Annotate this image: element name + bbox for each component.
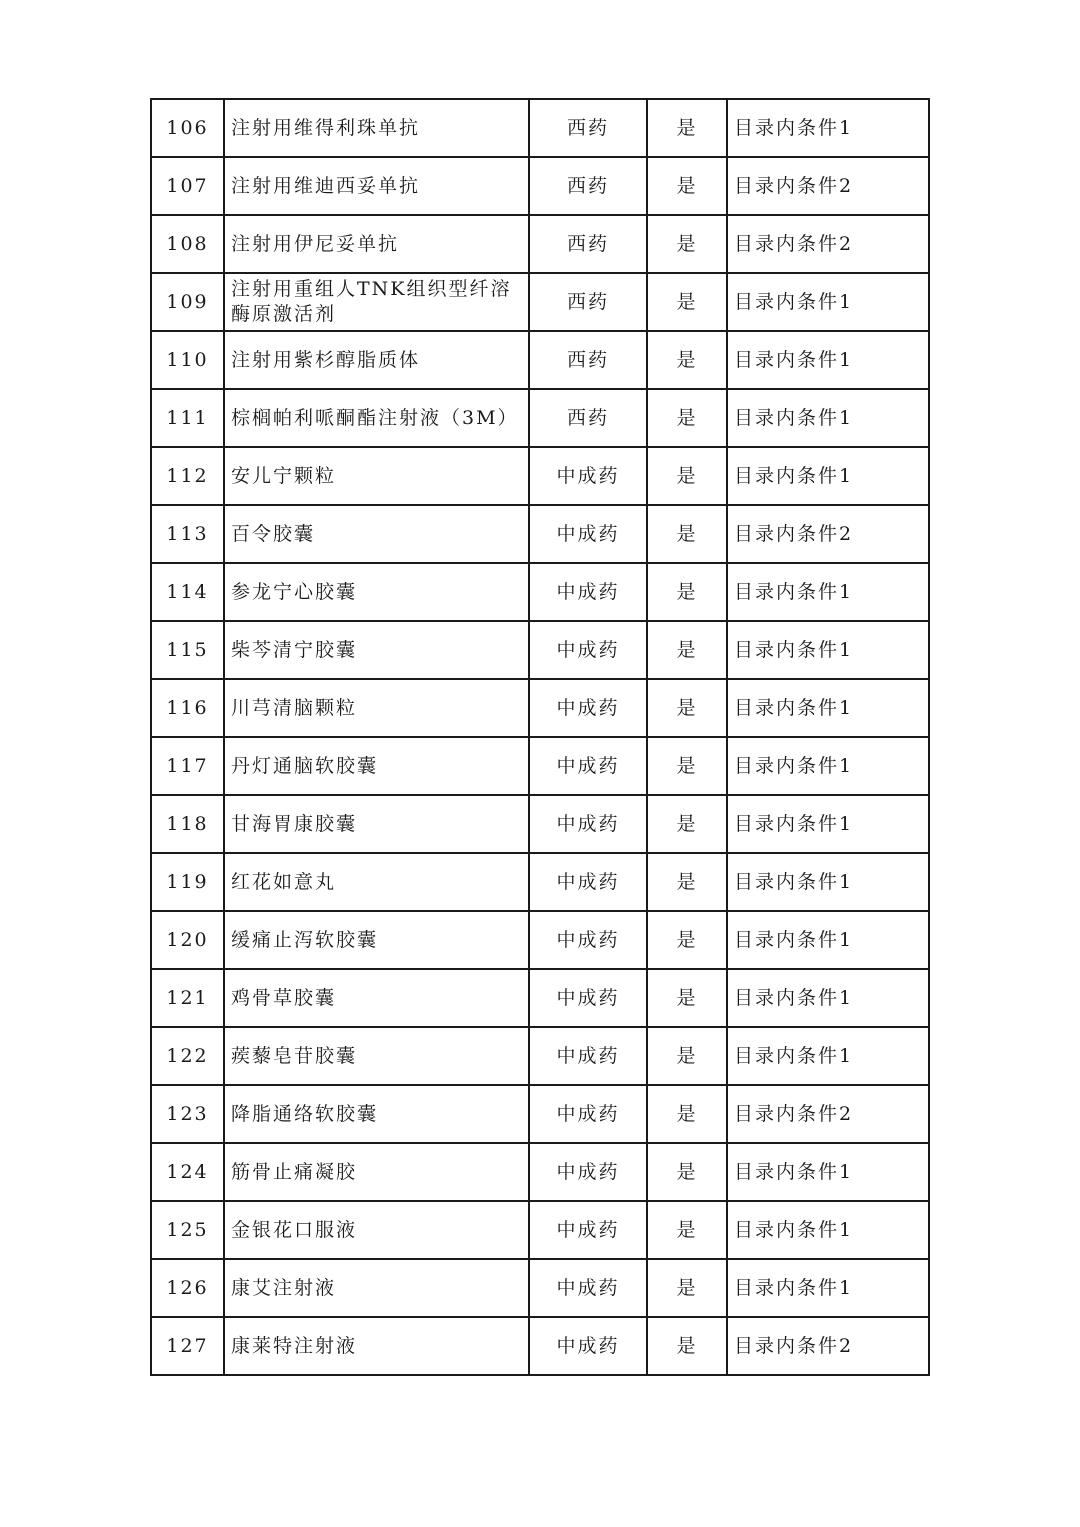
condition-label: 目录内条件1 — [727, 1143, 929, 1201]
drug-category: 西药 — [529, 331, 647, 389]
table-row — [151, 447, 929, 505]
table-row — [151, 1259, 929, 1317]
condition-label: 目录内条件1 — [727, 621, 929, 679]
drug-category: 中成药 — [529, 853, 647, 911]
condition-label: 目录内条件2 — [727, 505, 929, 563]
included-flag: 是 — [647, 1317, 727, 1375]
table-row — [151, 215, 929, 273]
included-flag: 是 — [647, 273, 727, 331]
table-row — [151, 505, 929, 563]
drug-name: 缓痛止泻软胶囊 — [224, 911, 529, 969]
condition-label: 目录内条件1 — [727, 1201, 929, 1259]
drug-category: 中成药 — [529, 737, 647, 795]
drug-list-table — [150, 98, 930, 1376]
table-row — [151, 969, 929, 1027]
condition-label: 目录内条件2 — [727, 1317, 929, 1375]
table-row — [151, 911, 929, 969]
drug-category: 中成药 — [529, 621, 647, 679]
included-flag: 是 — [647, 853, 727, 911]
row-number: 115 — [151, 621, 224, 679]
table-body — [151, 99, 929, 1375]
drug-category: 西药 — [529, 273, 647, 331]
drug-name: 参龙宁心胶囊 — [224, 563, 529, 621]
drug-name: 注射用重组人TNK组织型纤溶酶原激活剂 — [224, 273, 529, 331]
included-flag: 是 — [647, 737, 727, 795]
row-number: 108 — [151, 215, 224, 273]
row-number: 107 — [151, 157, 224, 215]
drug-category: 中成药 — [529, 679, 647, 737]
included-flag: 是 — [647, 679, 727, 737]
included-flag: 是 — [647, 157, 727, 215]
condition-label: 目录内条件1 — [727, 679, 929, 737]
drug-category: 中成药 — [529, 505, 647, 563]
row-number: 125 — [151, 1201, 224, 1259]
included-flag: 是 — [647, 1259, 727, 1317]
row-number: 124 — [151, 1143, 224, 1201]
drug-name: 川芎清脑颗粒 — [224, 679, 529, 737]
row-number: 122 — [151, 1027, 224, 1085]
table-row — [151, 1201, 929, 1259]
drug-category: 西药 — [529, 99, 647, 157]
row-number: 112 — [151, 447, 224, 505]
condition-label: 目录内条件1 — [727, 737, 929, 795]
row-number: 123 — [151, 1085, 224, 1143]
included-flag: 是 — [647, 215, 727, 273]
drug-name: 安儿宁颗粒 — [224, 447, 529, 505]
included-flag: 是 — [647, 331, 727, 389]
included-flag: 是 — [647, 1027, 727, 1085]
table-row — [151, 563, 929, 621]
row-number: 111 — [151, 389, 224, 447]
drug-name: 棕榈帕利哌酮酯注射液（3M） — [224, 389, 529, 447]
condition-label: 目录内条件1 — [727, 273, 929, 331]
table-row — [151, 389, 929, 447]
row-number: 106 — [151, 99, 224, 157]
drug-name: 丹灯通脑软胶囊 — [224, 737, 529, 795]
table-row — [151, 1085, 929, 1143]
condition-label: 目录内条件2 — [727, 1085, 929, 1143]
condition-label: 目录内条件2 — [727, 157, 929, 215]
table-row — [151, 331, 929, 389]
drug-name: 注射用伊尼妥单抗 — [224, 215, 529, 273]
drug-name: 康莱特注射液 — [224, 1317, 529, 1375]
included-flag: 是 — [647, 389, 727, 447]
drug-name: 蒺藜皂苷胶囊 — [224, 1027, 529, 1085]
included-flag: 是 — [647, 1085, 727, 1143]
table-row — [151, 99, 929, 157]
row-number: 127 — [151, 1317, 224, 1375]
drug-category: 中成药 — [529, 969, 647, 1027]
condition-label: 目录内条件1 — [727, 331, 929, 389]
drug-name: 金银花口服液 — [224, 1201, 529, 1259]
row-number: 118 — [151, 795, 224, 853]
drug-category: 西药 — [529, 389, 647, 447]
drug-name: 筋骨止痛凝胶 — [224, 1143, 529, 1201]
condition-label: 目录内条件1 — [727, 1259, 929, 1317]
row-number: 116 — [151, 679, 224, 737]
table-row — [151, 621, 929, 679]
included-flag: 是 — [647, 99, 727, 157]
drug-category: 西药 — [529, 157, 647, 215]
condition-label: 目录内条件1 — [727, 447, 929, 505]
row-number: 109 — [151, 273, 224, 331]
drug-category: 中成药 — [529, 795, 647, 853]
drug-name: 甘海胃康胶囊 — [224, 795, 529, 853]
row-number: 121 — [151, 969, 224, 1027]
condition-label: 目录内条件2 — [727, 215, 929, 273]
row-number: 113 — [151, 505, 224, 563]
included-flag: 是 — [647, 563, 727, 621]
condition-label: 目录内条件1 — [727, 969, 929, 1027]
condition-label: 目录内条件1 — [727, 99, 929, 157]
drug-name: 红花如意丸 — [224, 853, 529, 911]
drug-category: 中成药 — [529, 563, 647, 621]
row-number: 114 — [151, 563, 224, 621]
drug-category: 中成药 — [529, 911, 647, 969]
row-number: 119 — [151, 853, 224, 911]
included-flag: 是 — [647, 1201, 727, 1259]
table-row — [151, 853, 929, 911]
drug-category: 中成药 — [529, 1143, 647, 1201]
included-flag: 是 — [647, 795, 727, 853]
table-row — [151, 1143, 929, 1201]
condition-label: 目录内条件1 — [727, 853, 929, 911]
drug-category: 中成药 — [529, 1085, 647, 1143]
included-flag: 是 — [647, 969, 727, 1027]
condition-label: 目录内条件1 — [727, 911, 929, 969]
drug-category: 西药 — [529, 215, 647, 273]
drug-name: 康艾注射液 — [224, 1259, 529, 1317]
table-row — [151, 795, 929, 853]
drug-name: 注射用维迪西妥单抗 — [224, 157, 529, 215]
included-flag: 是 — [647, 505, 727, 563]
included-flag: 是 — [647, 447, 727, 505]
row-number: 110 — [151, 331, 224, 389]
included-flag: 是 — [647, 621, 727, 679]
table-row — [151, 157, 929, 215]
drug-name: 注射用维得利珠单抗 — [224, 99, 529, 157]
drug-category: 中成药 — [529, 1201, 647, 1259]
condition-label: 目录内条件1 — [727, 1027, 929, 1085]
drug-name: 降脂通络软胶囊 — [224, 1085, 529, 1143]
drug-category: 中成药 — [529, 1317, 647, 1375]
drug-name: 鸡骨草胶囊 — [224, 969, 529, 1027]
table-row — [151, 679, 929, 737]
condition-label: 目录内条件1 — [727, 389, 929, 447]
row-number: 126 — [151, 1259, 224, 1317]
table-row — [151, 737, 929, 795]
table-row — [151, 1027, 929, 1085]
table-row — [151, 273, 929, 331]
drug-category: 中成药 — [529, 1027, 647, 1085]
condition-label: 目录内条件1 — [727, 563, 929, 621]
drug-name: 注射用紫杉醇脂质体 — [224, 331, 529, 389]
drug-category: 中成药 — [529, 1259, 647, 1317]
drug-category: 中成药 — [529, 447, 647, 505]
row-number: 120 — [151, 911, 224, 969]
drug-name: 百令胶囊 — [224, 505, 529, 563]
drug-name: 柴芩清宁胶囊 — [224, 621, 529, 679]
included-flag: 是 — [647, 1143, 727, 1201]
table-row — [151, 1317, 929, 1375]
condition-label: 目录内条件1 — [727, 795, 929, 853]
row-number: 117 — [151, 737, 224, 795]
included-flag: 是 — [647, 911, 727, 969]
